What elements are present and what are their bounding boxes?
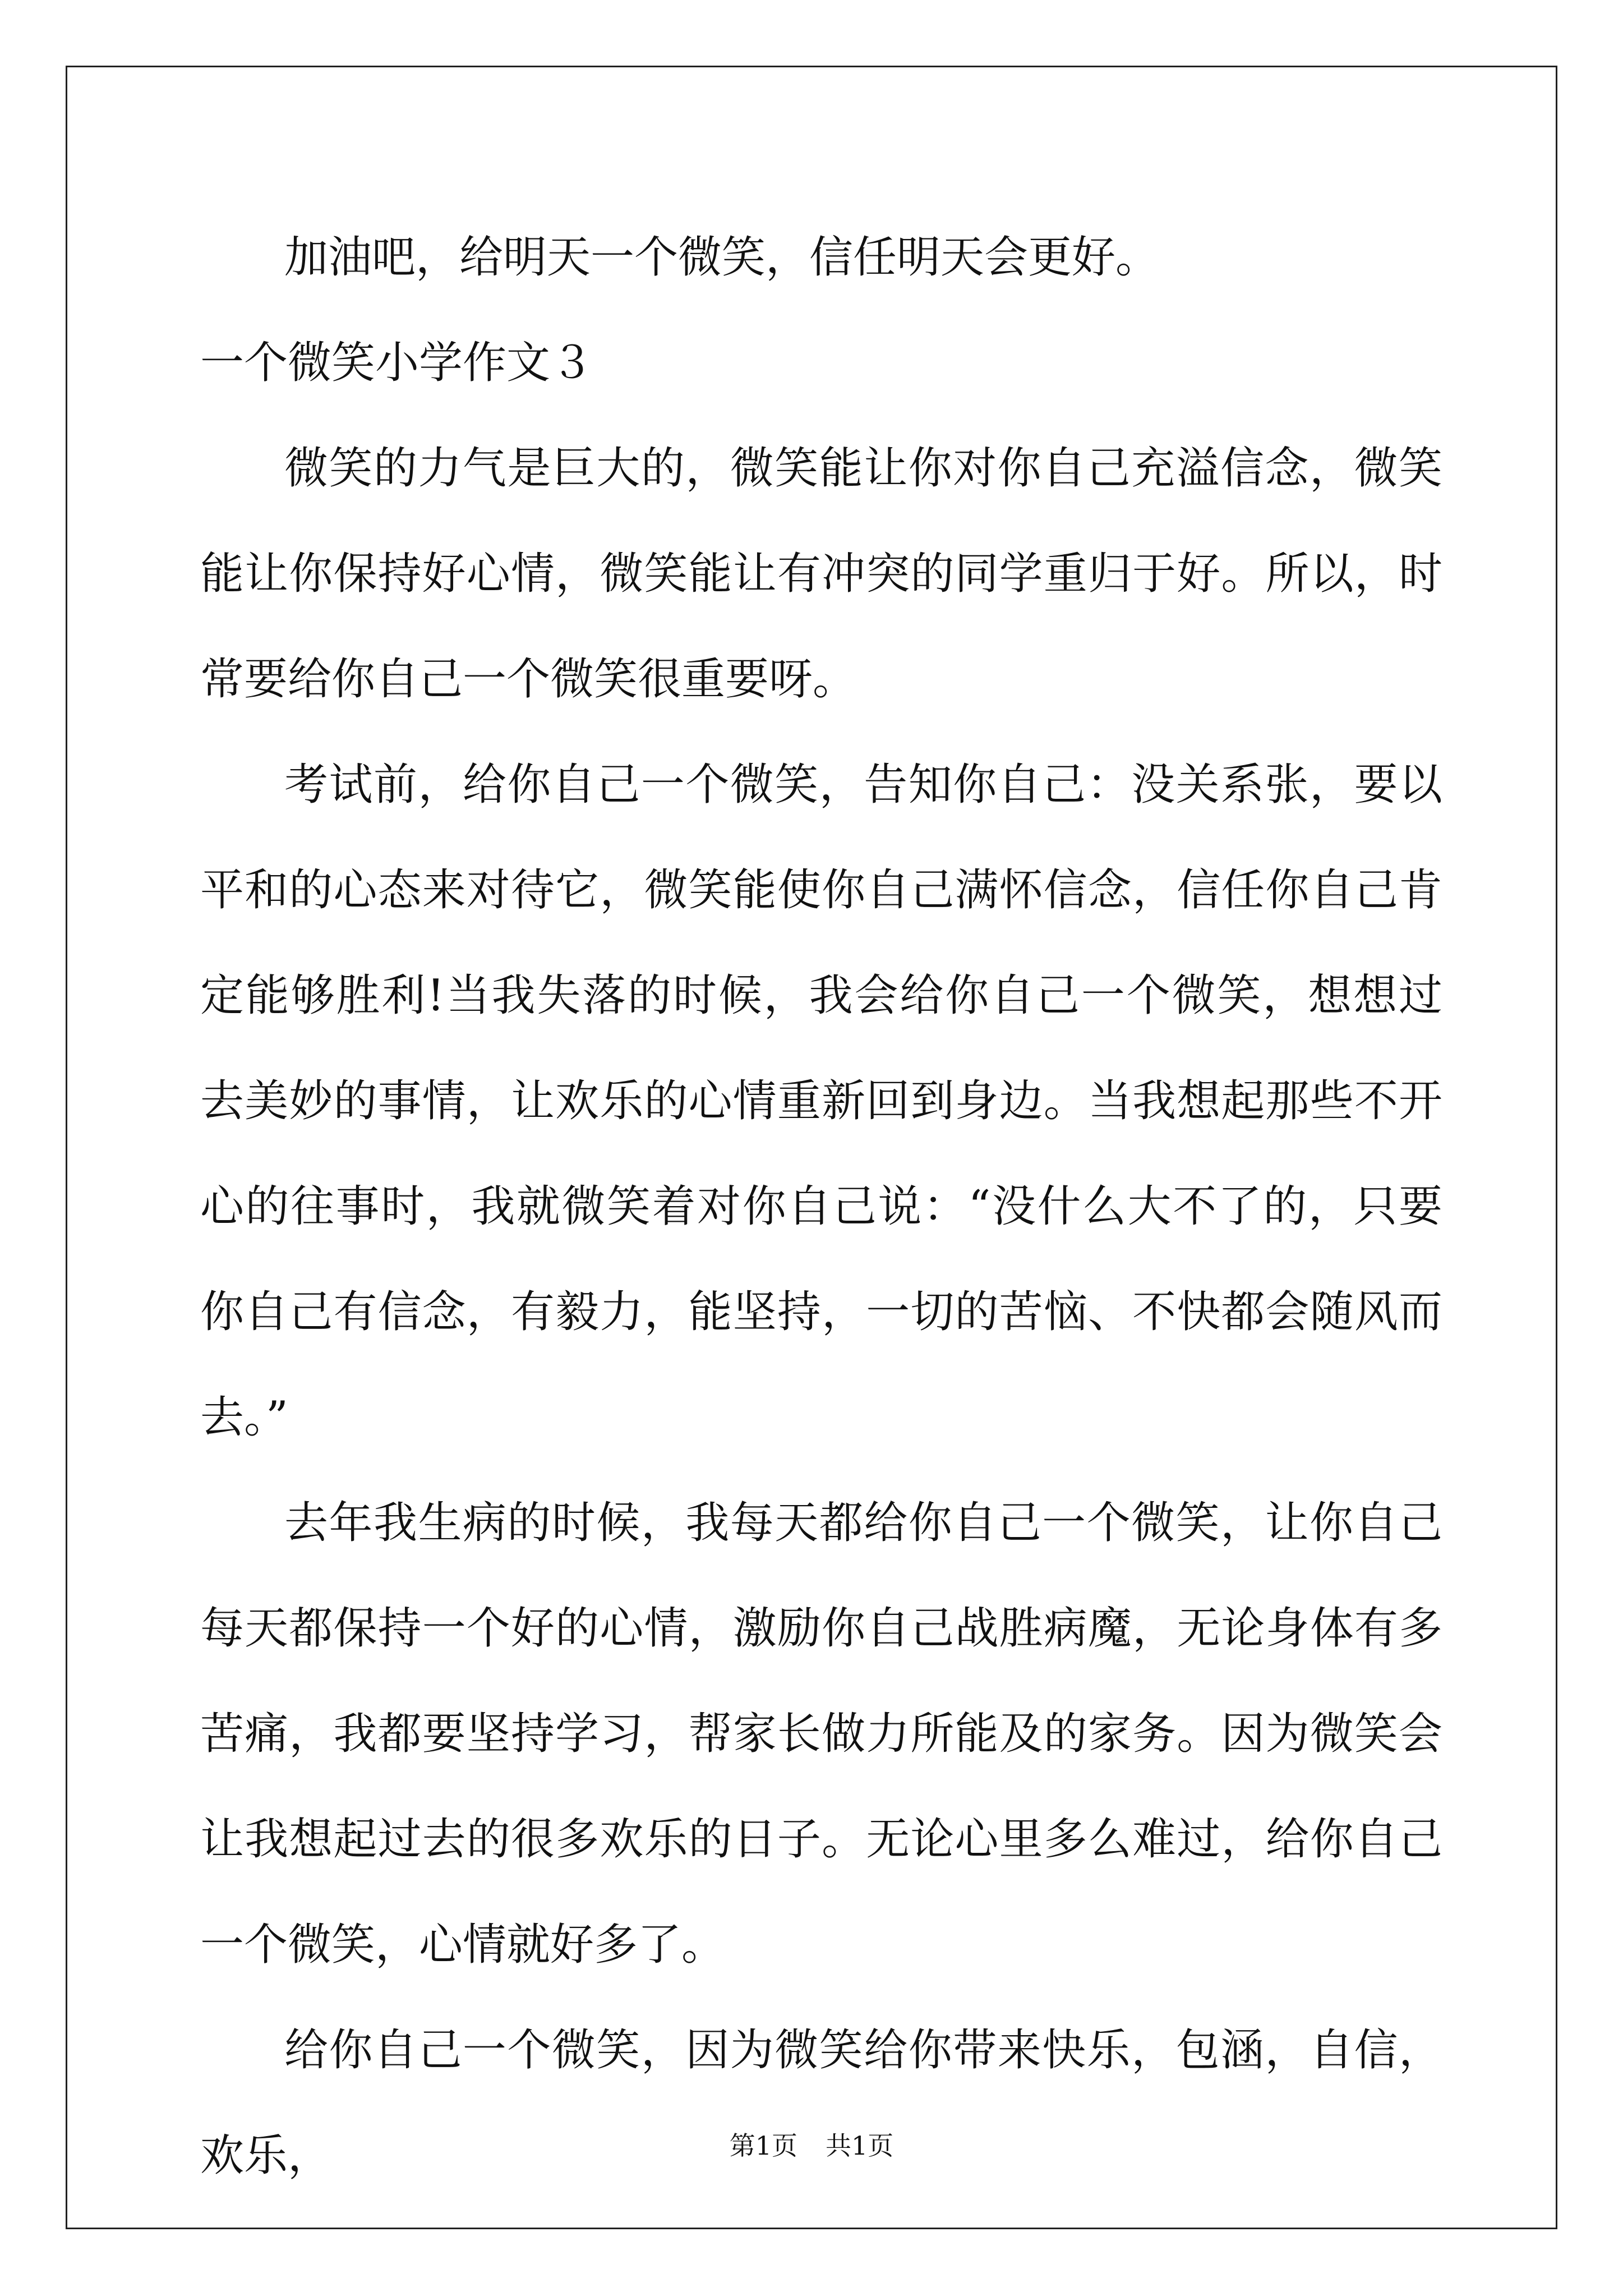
page-footer (0, 2129, 1623, 2162)
document-body (200, 205, 1442, 2208)
paragraph-illness: 去年我生病的时候，我每天都给你自己一个微笑，让你自己每天都保持一个好的心情，激励你自己战胜病魔，无论身体有多苦痛，我都要坚持学习，帮家长做力所能及的家务。因为微笑会让我想起过去的很多欢乐的日子。无论心里多么难过，给你自己一个微笑，心情就好多了。 (200, 1498, 1442, 1970)
paragraph-before-exam: 考试前，给你自己一个微笑，告知你自己：没关系张，要以平和的心态来对待它，微笑能使你自己满怀信念，信任你自己肯定能够胜利!当我失落的时候，我会给你自己一个微笑，想想过去美妙的事情，让欢乐的心情重新回到身边。当我想起那些不开心的往事时，我就微笑着对你自己说：“没什么大不了的，只要你自己有信念，有毅力，能坚持，一切的苦恼、不快都会随风而去。” (200, 760, 1442, 1443)
page-number: 第1页 (729, 2131, 797, 2161)
paragraph-closing-line: 加油吧，给明天一个微笑，信任明天会更好。 (284, 232, 1160, 283)
paragraph-give-smile: 给你自己一个微笑，因为微笑给你带来快乐，包涵，自信，欢乐， (200, 2025, 1442, 2181)
paragraph-power-of-smile: 微笑的力气是巨大的，微笑能让你对你自己充溢信念，微笑能让你保持好心情，微笑能让有冲突的同学重归于好。所以，时常要给你自己一个微笑很重要呀。 (200, 443, 1442, 705)
section-heading: 一个微笑小学作文３ (200, 338, 594, 388)
page-total: 共1页 (826, 2131, 894, 2161)
